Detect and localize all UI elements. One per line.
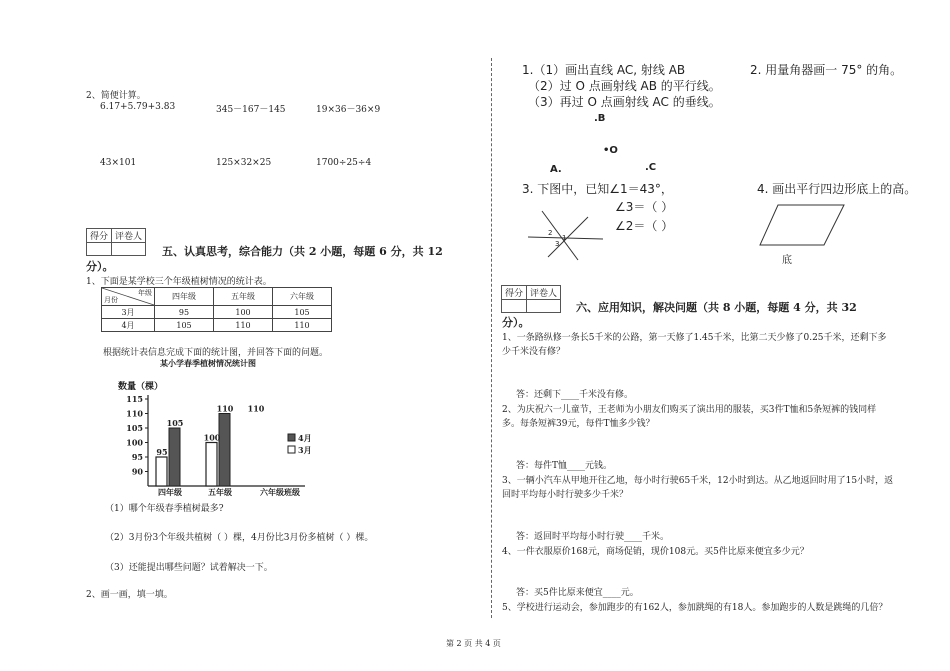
calc-item: 43×101	[100, 158, 137, 168]
chart-xlabel: 班级	[284, 487, 300, 497]
geo-q2: 2. 用量角器画一 75° 的角。	[750, 63, 903, 77]
data-label: 110	[216, 403, 234, 414]
sub-question-3: （3）还能提出哪些问题？试着解决一下。	[105, 563, 273, 573]
table-cell: 95	[155, 306, 214, 319]
angle-label: 1	[562, 234, 567, 242]
parallelogram-figure	[758, 203, 848, 253]
corner-top: 年级	[138, 289, 152, 297]
section5-title: 五、认真思考，综合能力（共 2 小题，每题 6 分，共 12	[162, 245, 443, 258]
score-label: 得分	[502, 286, 527, 300]
table-cell: 105	[155, 319, 214, 332]
problem-4: 4、一件衣服原价168元，商场促销，现价108元。买5件比原来便宜多少元？	[502, 547, 809, 557]
x-tick-label: 四年级	[158, 487, 182, 497]
grader-cell	[112, 243, 146, 256]
calc-item: 125×32×25	[216, 158, 272, 168]
chart-ylabel: 数量（棵）	[118, 382, 164, 392]
table-header: 六年级	[273, 288, 332, 306]
problem-2-line1: 2、为庆祝六一儿童节，王老师为小朋友们购买了演出用的服装，买3件T恤和5条短裤的钱同样	[502, 405, 877, 415]
problem-2-line2: 多。每条短裤39元，每件T恤多少钱？	[502, 419, 655, 429]
score-cell	[502, 300, 527, 313]
row-label: 3月	[102, 306, 155, 319]
answer-4: 答：买5件比原来便宜____元。	[516, 588, 639, 598]
q2b-heading: 2、画一画，填一填。	[86, 590, 173, 600]
grader-cell	[527, 300, 561, 313]
score-box-2	[501, 285, 561, 313]
row-label: 4月	[102, 319, 155, 332]
legend-swatch-march	[288, 446, 295, 453]
angle-label: 3	[555, 240, 560, 248]
geo-q3: 3. 下图中，已知∠1＝43°，	[522, 182, 673, 196]
bar-april	[219, 414, 230, 487]
problem-5: 5、学校进行运动会，参加跑步的有162人，参加跳绳的有18人。参加跑步的人数是跳绳的几倍？	[502, 603, 888, 613]
y-tick-label: 105	[126, 423, 143, 433]
bar-march	[206, 443, 217, 487]
table-row	[102, 319, 332, 332]
bar-chart	[100, 357, 320, 497]
table-header: 四年级	[155, 288, 214, 306]
table-cell: 100	[214, 306, 273, 319]
legend-label: 4月	[298, 433, 312, 443]
chart-instructions: 根据统计表信息完成下面的统计图，并回答下面的问题。	[103, 348, 329, 358]
score-label: 得分	[87, 229, 112, 243]
geo-q3a: ∠3＝（ ）	[615, 200, 674, 214]
x-tick-label: 六年级	[260, 487, 284, 497]
geo-q3b: ∠2＝（ ）	[615, 219, 674, 233]
x-tick-label: 五年级	[208, 487, 232, 497]
q1-text: 1、下面是某学校三个年级植树情况的统计表。	[86, 277, 272, 287]
data-label: 110	[247, 403, 265, 414]
point-o: •O	[603, 145, 618, 156]
y-tick-label: 95	[131, 452, 143, 462]
calc-item: 1700÷25÷4	[316, 158, 372, 168]
angle-label: 2	[548, 229, 553, 237]
problem-1-line1: 1、一条路纵修一条长5千米的公路，第一天修了1.45千米，比第二天少修了0.25千米，还剩下多	[502, 333, 887, 343]
stats-table	[101, 287, 332, 332]
table-header: 五年级	[214, 288, 273, 306]
answer-2: 答：每件T恤____元钱。	[516, 461, 613, 471]
table-row	[102, 306, 332, 319]
problem-3-line2: 回时平均每小时行驶多少千米？	[502, 490, 629, 500]
page-footer: 第 2 页 共 4 页	[446, 639, 501, 648]
geo-q4: 4. 画出平行四边形底上的高。	[757, 182, 917, 196]
y-tick-label: 90	[131, 466, 143, 477]
chart-title: 某小学春季植树情况统计图	[160, 358, 256, 368]
page-divider	[491, 58, 492, 618]
problem-1-line2: 少千米没有修？	[502, 347, 566, 357]
answer-3: 答：返回时平均每小时行驶____千米。	[516, 532, 670, 542]
calc-item: 19×36－36×9	[316, 105, 381, 115]
bar-april	[169, 428, 180, 486]
table-cell: 105	[273, 306, 332, 319]
score-cell	[87, 243, 112, 256]
angle-figure	[528, 205, 608, 265]
score-box	[86, 228, 146, 256]
section5-cont: 分）。	[86, 260, 114, 273]
table-corner	[102, 288, 155, 306]
table-cell: 110	[273, 319, 332, 332]
y-tick-label: 110	[126, 408, 143, 419]
base-label: 底	[782, 255, 792, 266]
problem-3-line1: 3、一辆小汽车从甲地开往乙地，每小时行驶65千米，12小时到达。从乙地返回时用了15小时，返	[502, 476, 894, 486]
section6-cont: 分）。	[502, 316, 530, 329]
section6-title: 六、应用知识，解决问题（共 8 小题，每题 4 分，共 32	[576, 301, 857, 314]
bar-march	[156, 457, 167, 486]
answer-1: 答：还剩下____千米没有修。	[516, 390, 634, 400]
calc-item: 345－167－145	[216, 105, 286, 115]
geo-q1-line2: （2）过 O 点画射线 AB 的平行线。	[528, 79, 721, 93]
geo-q1-line1: 1.（1）画出直线 AC, 射线 AB	[522, 63, 686, 77]
data-label: 100	[203, 432, 221, 443]
calc-item: 6.17+5.79+3.83	[100, 102, 176, 112]
geo-q1-line3: （3）再过 O 点画射线 AC 的垂线。	[528, 95, 721, 109]
legend-label: 3月	[298, 445, 312, 455]
y-tick-label: 100	[126, 437, 143, 448]
legend-swatch-april	[288, 434, 295, 441]
grader-label: 评卷人	[527, 286, 561, 300]
y-tick-label: 115	[126, 394, 143, 404]
sub-question-1: （1）哪个年级春季植树最多?	[105, 504, 224, 514]
data-label: 95	[156, 447, 168, 457]
point-a: A.	[550, 164, 562, 175]
corner-bottom: 月份	[104, 296, 118, 304]
point-b: .B	[594, 113, 606, 124]
grader-label: 评卷人	[112, 229, 146, 243]
data-label: 105	[166, 418, 184, 428]
q2-heading: 2、简便计算。	[86, 91, 146, 101]
chart-container	[100, 357, 320, 497]
sub-question-2: （2）3月份3个年级共植树（ ）棵，4月份比3月份多植树（ ）棵。	[105, 533, 374, 543]
table-cell: 110	[214, 319, 273, 332]
point-c: .C	[645, 162, 657, 173]
